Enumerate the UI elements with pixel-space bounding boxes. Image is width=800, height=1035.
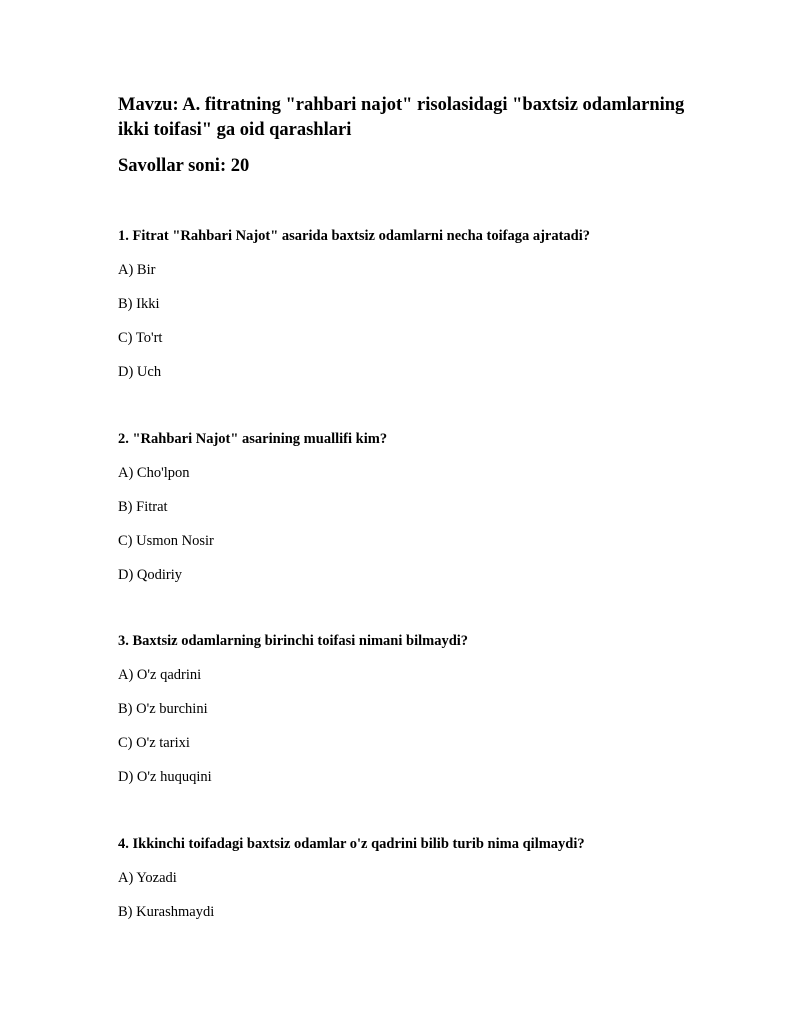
question-1 xyxy=(118,226,718,396)
answer-option-c: C) To'rt xyxy=(118,330,163,346)
question-4 xyxy=(118,834,718,936)
answer-option-a: A) Cho'lpon xyxy=(118,465,190,481)
question-count: Savollar soni: 20 xyxy=(118,156,250,176)
question-text: 2. "Rahbari Najot" asarining muallifi kim? xyxy=(118,431,388,447)
answer-option-a: A) Yozadi xyxy=(118,870,177,886)
answer-option-b: B) Ikki xyxy=(118,296,160,312)
answer-option-d: D) Uch xyxy=(118,364,162,380)
question-text: 3. Baxtsiz odamlarning birinchi toifasi nimani bilmaydi? xyxy=(118,633,469,649)
question-2 xyxy=(118,429,718,599)
question-3 xyxy=(118,631,718,801)
answer-option-d: D) O'z huquqini xyxy=(118,769,212,785)
answer-option-a: A) Bir xyxy=(118,262,156,278)
answer-option-b: B) Fitrat xyxy=(118,499,168,515)
answer-option-c: C) O'z tarixi xyxy=(118,735,190,751)
page-title: Mavzu: A. fitratning "rahbari najot" risolasidagi "baxtsiz odamlarning ikki toifasi" ga oid qarashlari xyxy=(118,95,685,140)
question-text: 4. Ikkinchi toifadagi baxtsiz odamlar o'z qadrini bilib turib nima qilmaydi? xyxy=(118,836,585,852)
answer-option-c: C) Usmon Nosir xyxy=(118,533,214,549)
answer-option-d: D) Qodiriy xyxy=(118,567,183,583)
question-text: 1. Fitrat "Rahbari Najot" asarida baxtsiz odamlarni necha toifaga ajratadi? xyxy=(118,228,591,244)
answer-option-b: B) O'z burchini xyxy=(118,701,208,717)
answer-option-b: B) Kurashmaydi xyxy=(118,904,215,920)
answer-option-a: A) O'z qadrini xyxy=(118,667,202,683)
